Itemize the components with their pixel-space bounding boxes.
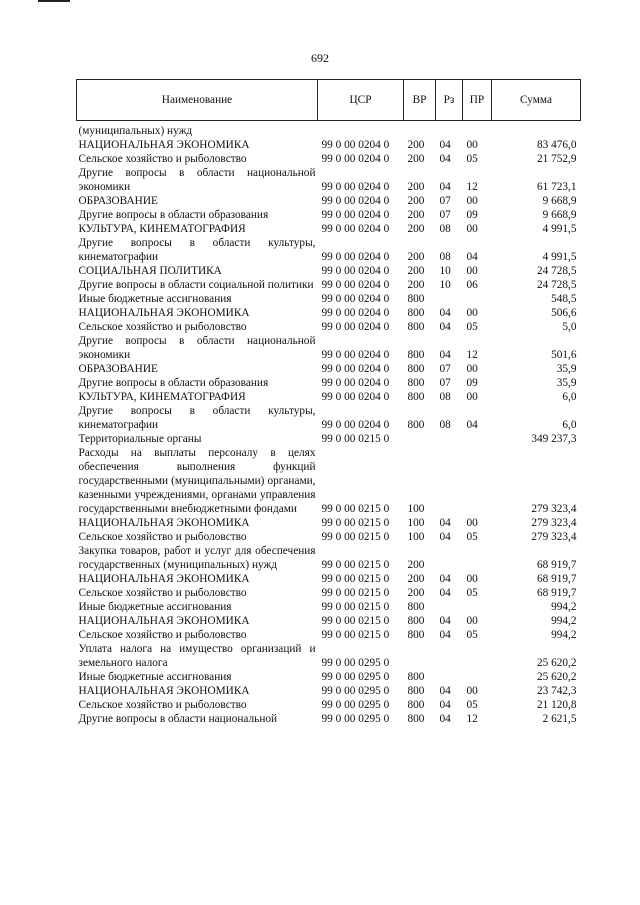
cell-csr: 99 0 00 0215 0	[321, 587, 390, 599]
cell-rz: 04	[439, 573, 451, 585]
cell-rz: 08	[439, 391, 451, 403]
cell-sum: 9 668,9	[542, 195, 577, 207]
cell-sum: 23 742,3	[536, 685, 577, 697]
cell-name: СОЦИАЛЬНАЯ ПОЛИТИКА	[78, 265, 222, 277]
cell-name: Сельское хозяйство и рыболовство	[78, 531, 247, 543]
table-row	[77, 628, 581, 642]
cell-sum: 68 919,7	[536, 573, 577, 585]
cell-csr: 99 0 00 0204 0	[321, 181, 390, 193]
cell-sum: 2 621,5	[542, 713, 577, 725]
table-row	[77, 208, 581, 222]
table-row	[77, 362, 581, 376]
cell-pr: 12	[466, 713, 478, 725]
cell-vr: 800	[407, 601, 425, 613]
cell-pr	[463, 121, 492, 139]
cell-csr: 99 0 00 0295 0	[321, 671, 390, 683]
cell-pr: 00	[466, 265, 478, 277]
cell-csr: 99 0 00 0204 0	[321, 139, 390, 151]
cell-rz	[436, 432, 463, 446]
cell-vr: 800	[407, 615, 425, 627]
cell-name: Сельское хозяйство и рыболовство	[78, 321, 247, 333]
cell-sum: 35,9	[556, 363, 577, 375]
cell-pr	[463, 642, 492, 670]
cell-sum: 5,0	[562, 321, 577, 333]
cell-pr: 05	[466, 531, 478, 543]
column-header-vr: ВР	[404, 80, 436, 121]
cell-pr: 00	[466, 223, 478, 235]
scan-edge-mark	[38, 0, 70, 2]
cell-sum: 24 728,5	[536, 265, 577, 277]
table-row	[77, 292, 581, 306]
cell-sum: 994,2	[551, 629, 577, 641]
cell-csr: 99 0 00 0204 0	[321, 419, 390, 431]
cell-name: КУЛЬТУРА, КИНЕМАТОГРАФИЯ	[78, 391, 246, 403]
cell-sum: 279 323,4	[531, 517, 577, 529]
cell-pr: 05	[466, 699, 478, 711]
cell-name: Сельское хозяйство и рыболовство	[78, 699, 247, 711]
cell-sum: 35,9	[556, 377, 577, 389]
cell-rz: 04	[439, 181, 451, 193]
column-header-sum: Сумма	[492, 80, 581, 121]
cell-sum: 25 620,2	[536, 657, 577, 669]
cell-rz: 10	[439, 279, 451, 291]
cell-rz: 04	[439, 587, 451, 599]
cell-csr: 99 0 00 0204 0	[321, 363, 390, 375]
cell-vr: 200	[407, 139, 425, 151]
cell-rz: 04	[439, 321, 451, 333]
table-row	[77, 614, 581, 628]
cell-name: Другие вопросы в области культуры, кинематографии	[78, 237, 316, 263]
cell-vr: 800	[407, 629, 425, 641]
cell-csr: 99 0 00 0204 0	[321, 223, 390, 235]
cell-name: НАЦИОНАЛЬНАЯ ЭКОНОМИКА	[78, 517, 250, 529]
cell-name: Сельское хозяйство и рыболовство	[78, 629, 247, 641]
cell-csr: 99 0 00 0204 0	[321, 321, 390, 333]
cell-vr	[404, 432, 436, 446]
cell-pr: 04	[466, 419, 478, 431]
cell-rz	[436, 292, 463, 306]
cell-pr	[463, 600, 492, 614]
cell-vr: 800	[407, 349, 425, 361]
cell-rz	[436, 544, 463, 572]
cell-vr: 100	[407, 503, 425, 515]
cell-name: ОБРАЗОВАНИЕ	[78, 195, 158, 207]
cell-name: Расходы на выплаты персоналу в целях обеспечения выполнения функций государственными (муниципальными) органами, казенными учреждениями, органами управления государственными внебюджетными фондами	[78, 447, 316, 515]
cell-name: КУЛЬТУРА, КИНЕМАТОГРАФИЯ	[78, 223, 246, 235]
cell-vr: 800	[407, 363, 425, 375]
cell-rz	[436, 642, 463, 670]
cell-sum: 61 723,1	[536, 181, 577, 193]
cell-csr: 99 0 00 0204 0	[321, 251, 390, 263]
cell-csr: 99 0 00 0295 0	[321, 657, 390, 669]
cell-sum: 501,6	[551, 349, 577, 361]
cell-vr: 800	[407, 293, 425, 305]
cell-rz: 10	[439, 265, 451, 277]
cell-vr: 200	[407, 195, 425, 207]
table-row	[77, 390, 581, 404]
cell-vr	[404, 121, 436, 139]
cell-vr: 800	[407, 391, 425, 403]
cell-name: ОБРАЗОВАНИЕ	[78, 363, 158, 375]
table-row	[77, 236, 581, 264]
cell-pr: 12	[466, 349, 478, 361]
cell-rz: 08	[439, 251, 451, 263]
column-header-rz: Рз	[436, 80, 463, 121]
budget-table	[76, 79, 581, 726]
cell-rz: 04	[439, 153, 451, 165]
cell-csr: 99 0 00 0204 0	[321, 153, 390, 165]
table-row	[77, 278, 581, 292]
cell-pr	[463, 446, 492, 516]
cell-pr: 00	[466, 573, 478, 585]
cell-sum: 994,2	[551, 615, 577, 627]
cell-sum	[492, 121, 581, 139]
table-row	[77, 530, 581, 544]
cell-pr: 00	[466, 685, 478, 697]
cell-name: НАЦИОНАЛЬНАЯ ЭКОНОМИКА	[78, 615, 250, 627]
cell-csr	[318, 121, 404, 139]
table-row	[77, 684, 581, 698]
cell-pr: 05	[466, 629, 478, 641]
cell-rz: 08	[439, 223, 451, 235]
cell-csr: 99 0 00 0215 0	[321, 629, 390, 641]
cell-csr: 99 0 00 0215 0	[321, 559, 390, 571]
cell-sum: 25 620,2	[536, 671, 577, 683]
cell-name: Другие вопросы в области образования	[78, 209, 269, 221]
table-row	[77, 152, 581, 166]
cell-csr: 99 0 00 0215 0	[321, 517, 390, 529]
table-row	[77, 166, 581, 194]
cell-name: Другие вопросы в области национальной	[78, 713, 278, 725]
cell-name: НАЦИОНАЛЬНАЯ ЭКОНОМИКА	[78, 573, 250, 585]
cell-vr	[404, 642, 436, 670]
cell-sum: 21 120,8	[536, 699, 577, 711]
cell-name: Уплата налога на имущество организаций и земельного налога	[78, 643, 316, 669]
table-row	[77, 572, 581, 586]
cell-name: Иные бюджетные ассигнования	[78, 293, 232, 305]
cell-csr: 99 0 00 0215 0	[321, 503, 390, 515]
cell-vr: 200	[407, 251, 425, 263]
table-row	[77, 121, 581, 139]
table-row	[77, 306, 581, 320]
cell-name: Другие вопросы в области национальной экономики	[78, 335, 316, 361]
table-row	[77, 404, 581, 432]
column-header-pr: ПР	[463, 80, 492, 121]
cell-vr: 200	[407, 559, 425, 571]
cell-sum: 24 728,5	[536, 279, 577, 291]
cell-pr: 00	[466, 195, 478, 207]
cell-vr: 200	[407, 223, 425, 235]
cell-csr: 99 0 00 0295 0	[321, 685, 390, 697]
cell-rz: 07	[439, 363, 451, 375]
cell-pr	[463, 670, 492, 684]
cell-pr: 06	[466, 279, 478, 291]
cell-sum: 349 237,3	[531, 433, 577, 445]
cell-csr: 99 0 00 0204 0	[321, 349, 390, 361]
cell-name: Другие вопросы в области культуры, кинематографии	[78, 405, 316, 431]
cell-sum: 68 919,7	[536, 587, 577, 599]
cell-pr: 05	[466, 587, 478, 599]
cell-name: Иные бюджетные ассигнования	[78, 601, 232, 613]
cell-csr: 99 0 00 0204 0	[321, 265, 390, 277]
table-row	[77, 642, 581, 670]
cell-csr: 99 0 00 0295 0	[321, 713, 390, 725]
cell-vr: 800	[407, 307, 425, 319]
cell-vr: 200	[407, 265, 425, 277]
cell-pr: 05	[466, 321, 478, 333]
cell-vr: 100	[407, 517, 425, 529]
table-row	[77, 586, 581, 600]
table-row	[77, 670, 581, 684]
cell-sum: 6,0	[562, 391, 577, 403]
table-row	[77, 712, 581, 726]
cell-name: Территориальные органы	[78, 433, 202, 445]
cell-pr: 00	[466, 615, 478, 627]
cell-csr: 99 0 00 0204 0	[321, 391, 390, 403]
cell-pr: 00	[466, 307, 478, 319]
cell-vr: 200	[407, 573, 425, 585]
cell-sum: 21 752,9	[536, 153, 577, 165]
cell-sum: 279 323,4	[531, 531, 577, 543]
cell-vr: 200	[407, 587, 425, 599]
cell-rz: 04	[439, 629, 451, 641]
cell-csr: 99 0 00 0204 0	[321, 377, 390, 389]
cell-rz: 04	[439, 349, 451, 361]
cell-vr: 200	[407, 209, 425, 221]
cell-sum: 506,6	[551, 307, 577, 319]
cell-pr	[463, 432, 492, 446]
cell-csr: 99 0 00 0215 0	[321, 433, 390, 445]
cell-sum: 83 476,0	[536, 139, 577, 151]
table-row	[77, 544, 581, 572]
cell-rz: 04	[439, 685, 451, 697]
cell-rz: 07	[439, 377, 451, 389]
cell-pr: 12	[466, 181, 478, 193]
table-row	[77, 516, 581, 530]
cell-rz: 07	[439, 195, 451, 207]
cell-pr: 00	[466, 363, 478, 375]
table-row	[77, 376, 581, 390]
cell-sum: 994,2	[551, 601, 577, 613]
cell-rz	[436, 670, 463, 684]
cell-rz	[436, 600, 463, 614]
cell-sum: 279 323,4	[531, 503, 577, 515]
cell-sum: 4 991,5	[542, 251, 577, 263]
cell-name: НАЦИОНАЛЬНАЯ ЭКОНОМИКА	[78, 685, 250, 697]
cell-rz: 04	[439, 307, 451, 319]
cell-pr: 00	[466, 517, 478, 529]
cell-csr: 99 0 00 0204 0	[321, 293, 390, 305]
cell-rz: 08	[439, 419, 451, 431]
cell-csr: 99 0 00 0215 0	[321, 615, 390, 627]
cell-csr: 99 0 00 0204 0	[321, 279, 390, 291]
cell-name: Сельское хозяйство и рыболовство	[78, 153, 247, 165]
cell-csr: 99 0 00 0215 0	[321, 573, 390, 585]
cell-pr	[463, 292, 492, 306]
table-row	[77, 222, 581, 236]
cell-rz: 04	[439, 517, 451, 529]
cell-pr: 00	[466, 139, 478, 151]
cell-csr: 99 0 00 0204 0	[321, 195, 390, 207]
cell-vr: 800	[407, 671, 425, 683]
cell-rz	[436, 121, 463, 139]
table-row	[77, 698, 581, 712]
cell-rz: 04	[439, 699, 451, 711]
cell-sum: 548,5	[551, 293, 577, 305]
cell-csr: 99 0 00 0295 0	[321, 699, 390, 711]
cell-vr: 200	[407, 153, 425, 165]
column-header-name: Наименование	[77, 80, 318, 121]
cell-sum: 68 919,7	[536, 559, 577, 571]
cell-csr: 99 0 00 0204 0	[321, 209, 390, 221]
cell-vr: 200	[407, 181, 425, 193]
cell-rz: 04	[439, 139, 451, 151]
column-header-csr: ЦСР	[318, 80, 404, 121]
cell-csr: 99 0 00 0215 0	[321, 531, 390, 543]
cell-rz: 07	[439, 209, 451, 221]
table-row	[77, 432, 581, 446]
cell-pr: 00	[466, 391, 478, 403]
cell-vr: 100	[407, 531, 425, 543]
table-row	[77, 446, 581, 516]
table-body	[77, 121, 581, 727]
table-row	[77, 264, 581, 278]
cell-sum: 6,0	[562, 419, 577, 431]
table-row	[77, 334, 581, 362]
cell-name: Другие вопросы в области национальной экономики	[78, 167, 316, 193]
cell-csr: 99 0 00 0215 0	[321, 601, 390, 613]
cell-name: (муниципальных) нужд	[78, 125, 193, 137]
cell-sum: 4 991,5	[542, 223, 577, 235]
cell-vr: 800	[407, 321, 425, 333]
cell-vr: 800	[407, 377, 425, 389]
cell-rz: 04	[439, 713, 451, 725]
cell-pr: 04	[466, 251, 478, 263]
cell-pr: 05	[466, 153, 478, 165]
cell-pr: 09	[466, 377, 478, 389]
cell-name: Сельское хозяйство и рыболовство	[78, 587, 247, 599]
cell-vr: 800	[407, 713, 425, 725]
cell-name: НАЦИОНАЛЬНАЯ ЭКОНОМИКА	[78, 139, 250, 151]
cell-name: Иные бюджетные ассигнования	[78, 671, 232, 683]
cell-name: Закупка товаров, работ и услуг для обеспечения государственных (муниципальных) нужд	[78, 545, 316, 571]
cell-pr: 09	[466, 209, 478, 221]
cell-name: Другие вопросы в области социальной политики	[78, 279, 314, 291]
cell-csr: 99 0 00 0204 0	[321, 307, 390, 319]
cell-vr: 800	[407, 685, 425, 697]
table-row	[77, 320, 581, 334]
cell-rz	[436, 446, 463, 516]
cell-name: Другие вопросы в области образования	[78, 377, 269, 389]
cell-rz: 04	[439, 531, 451, 543]
cell-rz: 04	[439, 615, 451, 627]
cell-vr: 800	[407, 699, 425, 711]
cell-vr: 200	[407, 279, 425, 291]
table-row	[77, 138, 581, 152]
table-header-row	[77, 80, 581, 121]
cell-vr: 800	[407, 419, 425, 431]
table-row	[77, 194, 581, 208]
cell-pr	[463, 544, 492, 572]
cell-sum: 9 668,9	[542, 209, 577, 221]
table-row	[77, 600, 581, 614]
page-number: 692	[311, 51, 329, 65]
cell-name: НАЦИОНАЛЬНАЯ ЭКОНОМИКА	[78, 307, 250, 319]
